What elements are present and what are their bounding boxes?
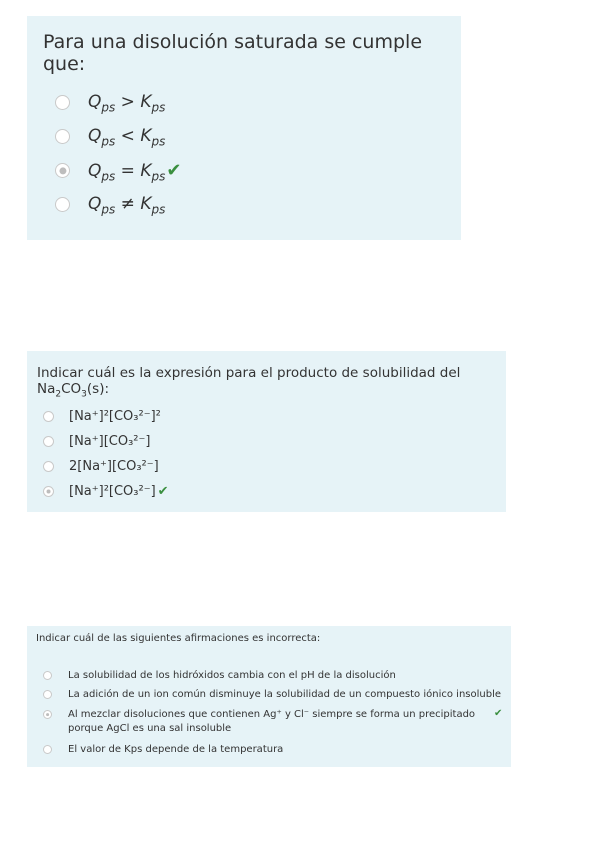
question-text: Indicar cuál es la expresión para el producto de solubilidad del $Na_2CO_3(s)$: xyxy=(37,365,461,400)
answer-option-1[interactable] xyxy=(55,92,166,115)
radio-button[interactable] xyxy=(43,745,52,754)
radio-button[interactable] xyxy=(43,671,52,680)
radio-button-selected[interactable] xyxy=(43,710,52,719)
option-label: [Na⁺]²[CO₃²⁻] xyxy=(69,484,156,499)
question-card-1 xyxy=(27,16,461,240)
question-card-2 xyxy=(27,351,506,512)
option-label: La solubilidad de los hidróxidos cambia con el pH de la disolución xyxy=(68,670,396,681)
radio-button[interactable] xyxy=(43,690,52,699)
option-label: 2[Na⁺][CO₃²⁻] xyxy=(69,459,159,474)
answer-option-4[interactable] xyxy=(43,743,508,757)
option-label: Al mezclar disoluciones que contienen Ag⁺ y Cl⁻ siempre se forma un precipitado porque AgCl es una sal insoluble xyxy=(68,709,476,734)
option-label: La adición de un ion común disminuye la solubilidad de un compuesto iónico insoluble xyxy=(68,689,501,700)
answer-option-4[interactable] xyxy=(43,484,169,499)
question-text: Para una disolución saturada se cumple que: xyxy=(43,31,423,75)
answer-option-4[interactable] xyxy=(55,194,166,217)
check-icon: ✔ xyxy=(166,160,182,181)
option-label: [Na⁺][CO₃²⁻] xyxy=(69,434,151,449)
option-label: [Na⁺]²[CO₃²⁻]² xyxy=(69,409,161,424)
radio-button[interactable] xyxy=(55,197,70,212)
answer-option-2[interactable] xyxy=(55,126,166,149)
radio-button[interactable] xyxy=(43,436,54,447)
answer-option-2[interactable] xyxy=(43,688,508,702)
answer-option-2[interactable] xyxy=(43,434,150,449)
check-icon: ✔ xyxy=(494,708,503,719)
check-icon: ✔ xyxy=(157,484,169,499)
option-label: $Q_{ps} > K_{ps}$ xyxy=(88,92,166,115)
radio-button[interactable] xyxy=(43,411,54,422)
option-label: $Q_{ps} < K_{ps}$ xyxy=(88,126,166,149)
radio-button[interactable] xyxy=(43,461,54,472)
option-label: $Q_{ps} = K_{ps}$ xyxy=(88,160,166,183)
answer-option-3[interactable] xyxy=(55,160,181,181)
radio-button-selected[interactable] xyxy=(55,163,70,178)
question-text: Indicar cuál de las siguientes afirmaciones es incorrecta: xyxy=(36,633,321,644)
answer-option-3[interactable] xyxy=(43,708,508,736)
option-label-wrap xyxy=(68,708,508,736)
radio-button-selected[interactable] xyxy=(43,486,54,497)
question-card-3 xyxy=(27,626,511,767)
answer-option-1[interactable] xyxy=(43,409,161,424)
option-label: El valor de Kps depende de la temperatura xyxy=(68,744,284,755)
answer-option-3[interactable] xyxy=(43,459,159,474)
option-label: $Q_{ps} \ne K_{ps}$ xyxy=(88,194,166,217)
answer-option-1[interactable] xyxy=(43,669,508,683)
radio-button[interactable] xyxy=(55,129,70,144)
radio-button[interactable] xyxy=(55,95,70,110)
